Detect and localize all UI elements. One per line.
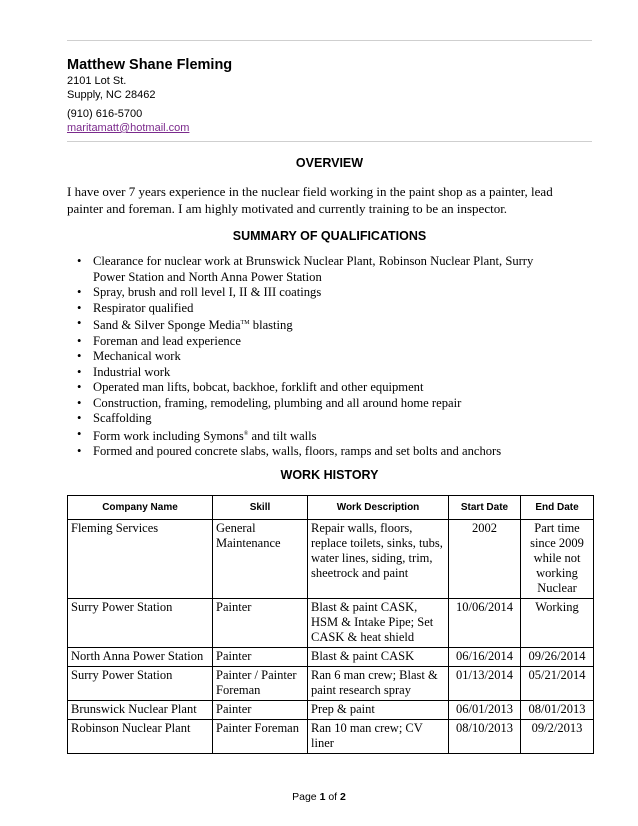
list-item: • Scaffolding xyxy=(67,411,567,427)
column-header: Start Date xyxy=(449,496,521,520)
description-cell: Ran 10 man crew; CV liner xyxy=(308,720,449,754)
skill-cell: Painter xyxy=(213,701,308,720)
company-cell: North Anna Power Station xyxy=(68,648,213,667)
list-item: • Construction, framing, remodeling, plumbing and all around home repair xyxy=(67,396,567,412)
header-divider xyxy=(67,141,592,142)
description-cell: Blast & paint CASK xyxy=(308,648,449,667)
list-item: • Clearance for nuclear work at Brunswick Nuclear Plant, Robinson Nuclear Plant, Surry Power Station and North Anna Power Station xyxy=(67,254,567,285)
end-date-cell: 09/26/2014 xyxy=(521,648,594,667)
qualifications-list xyxy=(67,254,567,460)
work-history-heading: WORK HISTORY xyxy=(280,468,379,482)
qualifications-heading: SUMMARY OF QUALIFICATIONS xyxy=(232,229,427,243)
address-line-2: Supply, NC 28462 xyxy=(67,89,156,101)
start-date-cell: 10/06/2014 xyxy=(449,599,521,648)
trademark-mark: TM xyxy=(240,320,250,326)
start-date-cell: 01/13/2014 xyxy=(449,667,521,701)
table-row xyxy=(68,667,594,701)
column-header: Company Name xyxy=(68,496,213,520)
phone-number: (910) 616-5700 xyxy=(67,108,143,120)
address-line-1: 2101 Lot St. xyxy=(67,75,127,87)
company-cell: Surry Power Station xyxy=(68,599,213,648)
start-date-cell: 2002 xyxy=(449,520,521,599)
table-row xyxy=(68,701,594,720)
end-date-cell: 09/2/2013 xyxy=(521,720,594,754)
description-cell: Prep & paint xyxy=(308,701,449,720)
current-page-number: 1 xyxy=(319,791,326,803)
email-link[interactable]: maritamatt@hotmail.com xyxy=(67,122,190,134)
table-row xyxy=(68,599,594,648)
table-row xyxy=(68,720,594,754)
list-item: • Sand & Silver Sponge Media™ blasting xyxy=(67,316,567,334)
page-footer: Page 1 of 2 xyxy=(292,791,346,803)
table-row xyxy=(68,520,594,599)
list-item: • Industrial work xyxy=(67,365,567,381)
start-date-cell: 08/10/2013 xyxy=(449,720,521,754)
description-cell: Blast & paint CASK, HSM & Intake Pipe; Set CASK & heat shield xyxy=(308,599,449,648)
applicant-name: Matthew Shane Fleming xyxy=(67,57,233,73)
work-history-table xyxy=(67,495,594,754)
end-date-cell: 08/01/2013 xyxy=(521,701,594,720)
column-header: Work Description xyxy=(308,496,449,520)
column-header: Skill xyxy=(213,496,308,520)
start-date-cell: 06/01/2013 xyxy=(449,701,521,720)
company-cell: Brunswick Nuclear Plant xyxy=(68,701,213,720)
list-item: • Respirator qualified xyxy=(67,301,567,317)
skill-cell: Painter / Painter Foreman xyxy=(213,667,308,701)
column-header: End Date xyxy=(521,496,594,520)
overview-heading: OVERVIEW xyxy=(295,156,364,170)
table-row xyxy=(68,648,594,667)
list-item: • Form work including Symons® and tilt walls xyxy=(67,427,567,445)
table-header-row xyxy=(68,496,594,520)
end-date-cell: Working xyxy=(521,599,594,648)
end-date-cell: Part time since 2009 while not working Nuclear xyxy=(521,520,594,599)
list-item: • Formed and poured concrete slabs, walls, floors, ramps and set bolts and anchors xyxy=(67,444,567,460)
description-cell: Ran 6 man crew; Blast & paint research spray xyxy=(308,667,449,701)
company-cell: Robinson Nuclear Plant xyxy=(68,720,213,754)
skill-cell: Painter xyxy=(213,599,308,648)
skill-cell: Painter Foreman xyxy=(213,720,308,754)
description-cell: Repair walls, floors, replace toilets, sinks, tubs, water lines, siding, trim, sheetrock and paint xyxy=(308,520,449,599)
list-item: • Spray, brush and roll level I, II & III coatings xyxy=(67,285,567,301)
end-date-cell: 05/21/2014 xyxy=(521,667,594,701)
list-item: • Operated man lifts, bobcat, backhoe, forklift and other equipment xyxy=(67,380,567,396)
list-item: • Foreman and lead experience xyxy=(67,334,567,350)
contact-block xyxy=(67,74,189,135)
skill-cell: General Maintenance xyxy=(213,520,308,599)
company-cell: Surry Power Station xyxy=(68,667,213,701)
skill-cell: Painter xyxy=(213,648,308,667)
start-date-cell: 06/16/2014 xyxy=(449,648,521,667)
list-item: • Mechanical work xyxy=(67,349,567,365)
company-cell: Fleming Services xyxy=(68,520,213,599)
registered-mark: ® xyxy=(243,430,249,437)
overview-text: I have over 7 years experience in the nuclear field working in the paint shop as a painter, lead painter and foreman. I am highly motivated and currently training to be an inspector. xyxy=(67,184,553,216)
top-divider xyxy=(67,40,592,41)
total-page-count: 2 xyxy=(340,791,346,803)
